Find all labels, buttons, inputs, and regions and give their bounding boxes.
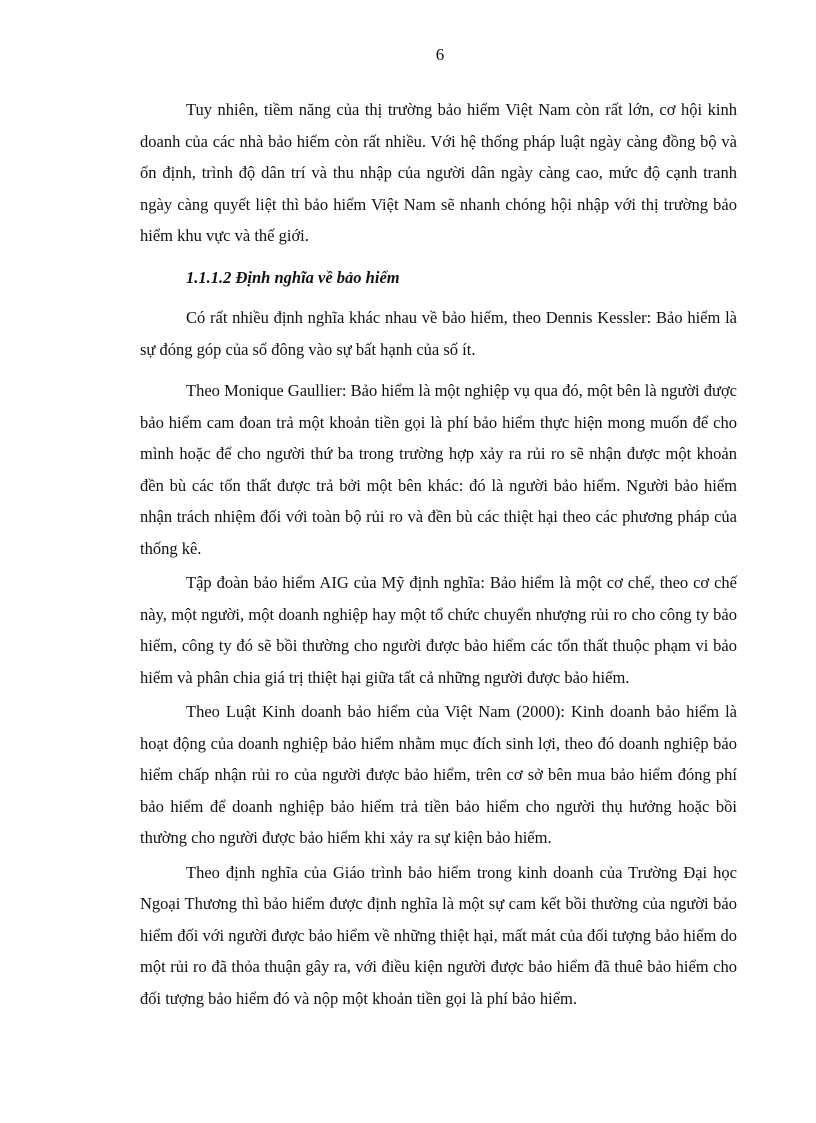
paragraph-textbook-definition: Theo định nghĩa của Giáo trình bảo hiểm trong kinh doanh của Trường Đại học Ngoại Thương thì bảo hiểm được định nghĩa là một sự cam kết bồi thường của người bảo hiểm đối với người được bảo hiểm về những thiệt hại, mất mát của đối tượng bảo hiểm do một rủi ro đã thỏa thuận gây ra, với điều kiện người được bảo hiểm đã thuê bảo hiểm cho đối tượng bảo hiểm đó và nộp một khoản tiền gọi là phí bảo hiểm. <box>140 862 737 1008</box>
paragraph-aig-definition: Tập đoàn bảo hiểm AIG của Mỹ định nghĩa: Bảo hiểm là một cơ chế, theo cơ chế này, một người, một doanh nghiệp hay một tổ chức chuyển nhượng rủi ro cho công ty bảo hiểm, công ty đó sẽ bồi thường cho người được bảo hiểm các tổn thất thuộc phạm vi bảo hiểm và phân chia giá trị thiệt hại giữa tất cả những người được bảo hiểm. <box>140 573 737 687</box>
paragraph-market-potential: Tuy nhiên, tiềm năng của thị trường bảo hiểm Việt Nam còn rất lớn, cơ hội kinh doanh của các nhà bảo hiểm còn rất nhiều. Với hệ thống pháp luật ngày càng đồng bộ và ổn định, trình độ dân trí và thu nhập của người dân ngày càng cao, mức độ cạnh tranh ngày càng quyết liệt thì bảo hiểm Việt Nam sẽ nhanh chóng hội nhập với thị trường bảo hiểm khu vực và thế giới. <box>140 100 737 245</box>
paragraph-gaullier-definition: Theo Monique Gaullier: Bảo hiểm là một nghiệp vụ qua đó, một bên là người được bảo hiểm cam đoan trả một khoản tiền gọi là phí bảo hiểm thực hiện mong muốn để cho mình hoặc để cho người thứ ba trong trường hợp xảy ra rủi ro sẽ nhận được một khoản đền bù các tổn thất được trả bởi một bên khác: đó là người bảo hiểm. Người bảo hiểm nhận trách nhiệm đối với toàn bộ rủi ro và đền bù các thiệt hại theo các phương pháp của thống kê. <box>140 381 737 558</box>
document-body <box>140 94 737 1014</box>
page-number: 6 <box>435 45 445 64</box>
section-heading: 1.1.1.2 Định nghĩa về bảo hiểm <box>186 267 400 287</box>
paragraph-vietnam-law-definition: Theo Luật Kinh doanh bảo hiểm của Việt Nam (2000): Kinh doanh bảo hiểm là hoạt động của doanh nghiệp bảo hiểm nhằm mục đích sinh lợi, theo đó doanh nghiệp bảo hiểm chấp nhận rủi ro của người được bảo hiểm, trên cơ sở bên mua bảo hiểm đóng phí bảo hiểm để doanh nghiệp bảo hiểm trả tiền bảo hiểm cho người thụ hưởng hoặc bồi thường cho người được bảo hiểm khi xảy ra sự kiện bảo hiểm. <box>140 702 737 847</box>
paragraph-kessler-definition: Có rất nhiều định nghĩa khác nhau về bảo hiểm, theo Dennis Kessler: Bảo hiểm là sự đóng góp của số đông vào sự bất hạnh của số ít. <box>140 308 737 359</box>
